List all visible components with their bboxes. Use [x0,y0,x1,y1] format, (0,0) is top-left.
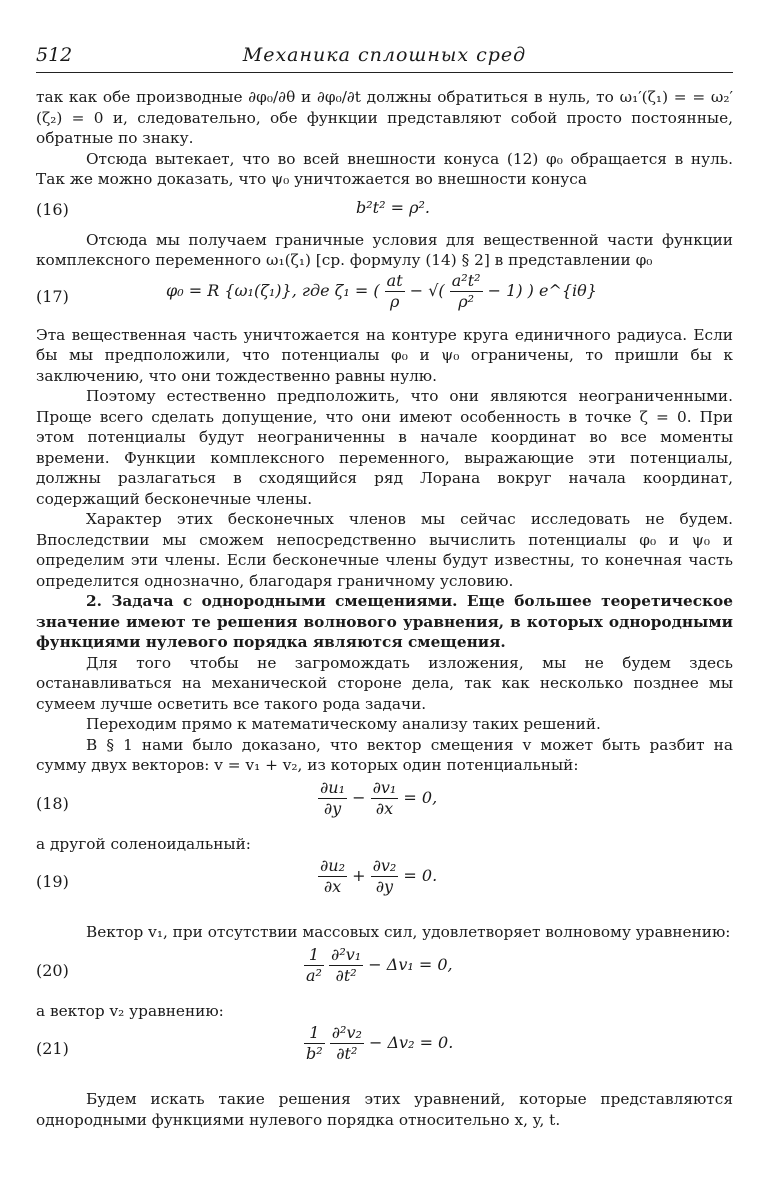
equation-20 [36,943,733,1001]
paragraph-14: Будем искать такие решения этих уравнений, которые представляются однородными функциями нулевого порядка относительно x, y, t. [36,1090,733,1129]
paragraph-6: Характер этих бесконечных членов мы сейчас исследовать не будем. Впоследствии мы сможем непосредственно вычислить потенциалы φ₀ и ψ₀ и определим эти члены. Если бесконечные члены будут известны, то конечная часть определится однозначно, благодаря граничному условию. [36,510,733,590]
equation-17 [36,271,733,325]
equation-19 [36,854,733,912]
page-number: 512 [36,44,73,66]
paragraph-8: Для того чтобы не загромождать изложения, мы не будем здесь останавливаться на механической стороне дела, так как несколько позднее мы сумеем лучше осветить все такого рода задачи. [36,653,733,713]
equation-body: $\frac{1}{\text{b²}}$ $\frac{\text{∂²v₂}}{\text{∂t²}}$ − Δv₂ = 0. [306,1023,454,1063]
paragraph-1: так как обе производные ∂φ₀/∂θ и ∂φ₀/∂t должны обратиться в нуль, то ω₁′(ζ₁) = = ω₂′(ζ₂) = 0 и, следовательно, обе функции представляют собой просто постоянные, обратные по знаку. [36,88,733,147]
paragraph-5: Поэтому естественно предположить, что они являются неограниченными. Проще всего сделать допущение, что они имеют особенность в точке ζ = 0. При этом потенциалы будут неограниченны в начале координат во все моменты времени. Функции комплексного переменного, выражающие эти потенциалы, должны разлагаться в сходящийся ряд Лорана вокруг начала координат, содержащий бесконечные члены. [36,387,733,508]
paragraph-9: Переходим прямо к математическому анализу таких решений. [86,715,601,733]
paragraph-13: а вектор v₂ уравнению: [36,1001,224,1020]
equation-number: (20) [36,960,69,980]
paragraph-7: 2. Задача с однородными смещениями. Еще большее теоретическое значение имеют те решения волнового уравнения, в которых однородными функциями нулевого порядка являются смещения. [36,592,733,651]
equation-16 [36,190,733,230]
page-header [36,44,733,73]
paragraph-10: В § 1 нами было доказано, что вектор смещения v может быть разбит на сумму двух векторов: v = v₁ + v₂, из которых один потенциальный: [36,735,733,774]
fraction: $\frac{at}{\rho}$ [386,270,403,311]
equation-number: (19) [36,872,69,891]
equation-number: (21) [36,1039,69,1058]
equation-body: b²t² = ρ². [356,197,430,217]
equation-body: $\frac{\text{∂u₁}}{\partial y}$ − $\frac{\text{∂v₁}}{\partial x}$ = 0, [320,777,438,818]
paragraph-12: Вектор v₁, при отсутствии массовых сил, удовлетворяет волновому уравнению: [86,923,731,941]
equation-number: (17) [36,286,69,306]
paragraph-3: Отсюда мы получаем граничные условия для вещественной части функции комплексного переменного ω₁(ζ₁) [ср. формулу (14) § 2] в представлении φ₀ [36,230,733,269]
equation-18 [36,776,733,834]
equation-21 [36,1021,733,1079]
equation-body: $\frac{1}{\text{a²}}$ $\frac{\text{∂²v₁}}{\text{∂t²}}$ − Δv₁ = 0, [306,944,453,985]
equation-number: (16) [36,199,69,219]
equation-number: (18) [36,793,69,813]
paragraph-4: Эта вещественная часть уничтожается на контуре круга единичного радиуса. Если бы мы предположили, что потенциалы φ₀ и ψ₀ ограничены, то пришли бы к заключению, что они тождественно равны нулю. [36,325,733,385]
equation-body: φ₀ = R {ω₁(ζ₁)}, где ζ₁ = ( $\frac{at}{\rho}$ − √( $\frac{\text{a²t²}}{\text{ρ²}}$ − 1) ) e^{iθ} [166,270,597,311]
paragraph-2: Отсюда вытекает, что во всей внешности конуса (12) φ₀ обращается в нуль. Так же можно доказать, что ψ₀ уничтожается во внешности конуса [36,149,733,188]
fraction: $\frac{\text{a²t²}}{\text{ρ²}}$ [451,270,481,311]
running-title: Механика сплошных сред [242,44,527,66]
equation-body: $\frac{\text{∂u₂}}{\partial x}$ + $\frac{\text{∂v₂}}{\partial y}$ = 0. [320,856,438,896]
paragraph-11: а другой соленоидальный: [36,834,251,853]
